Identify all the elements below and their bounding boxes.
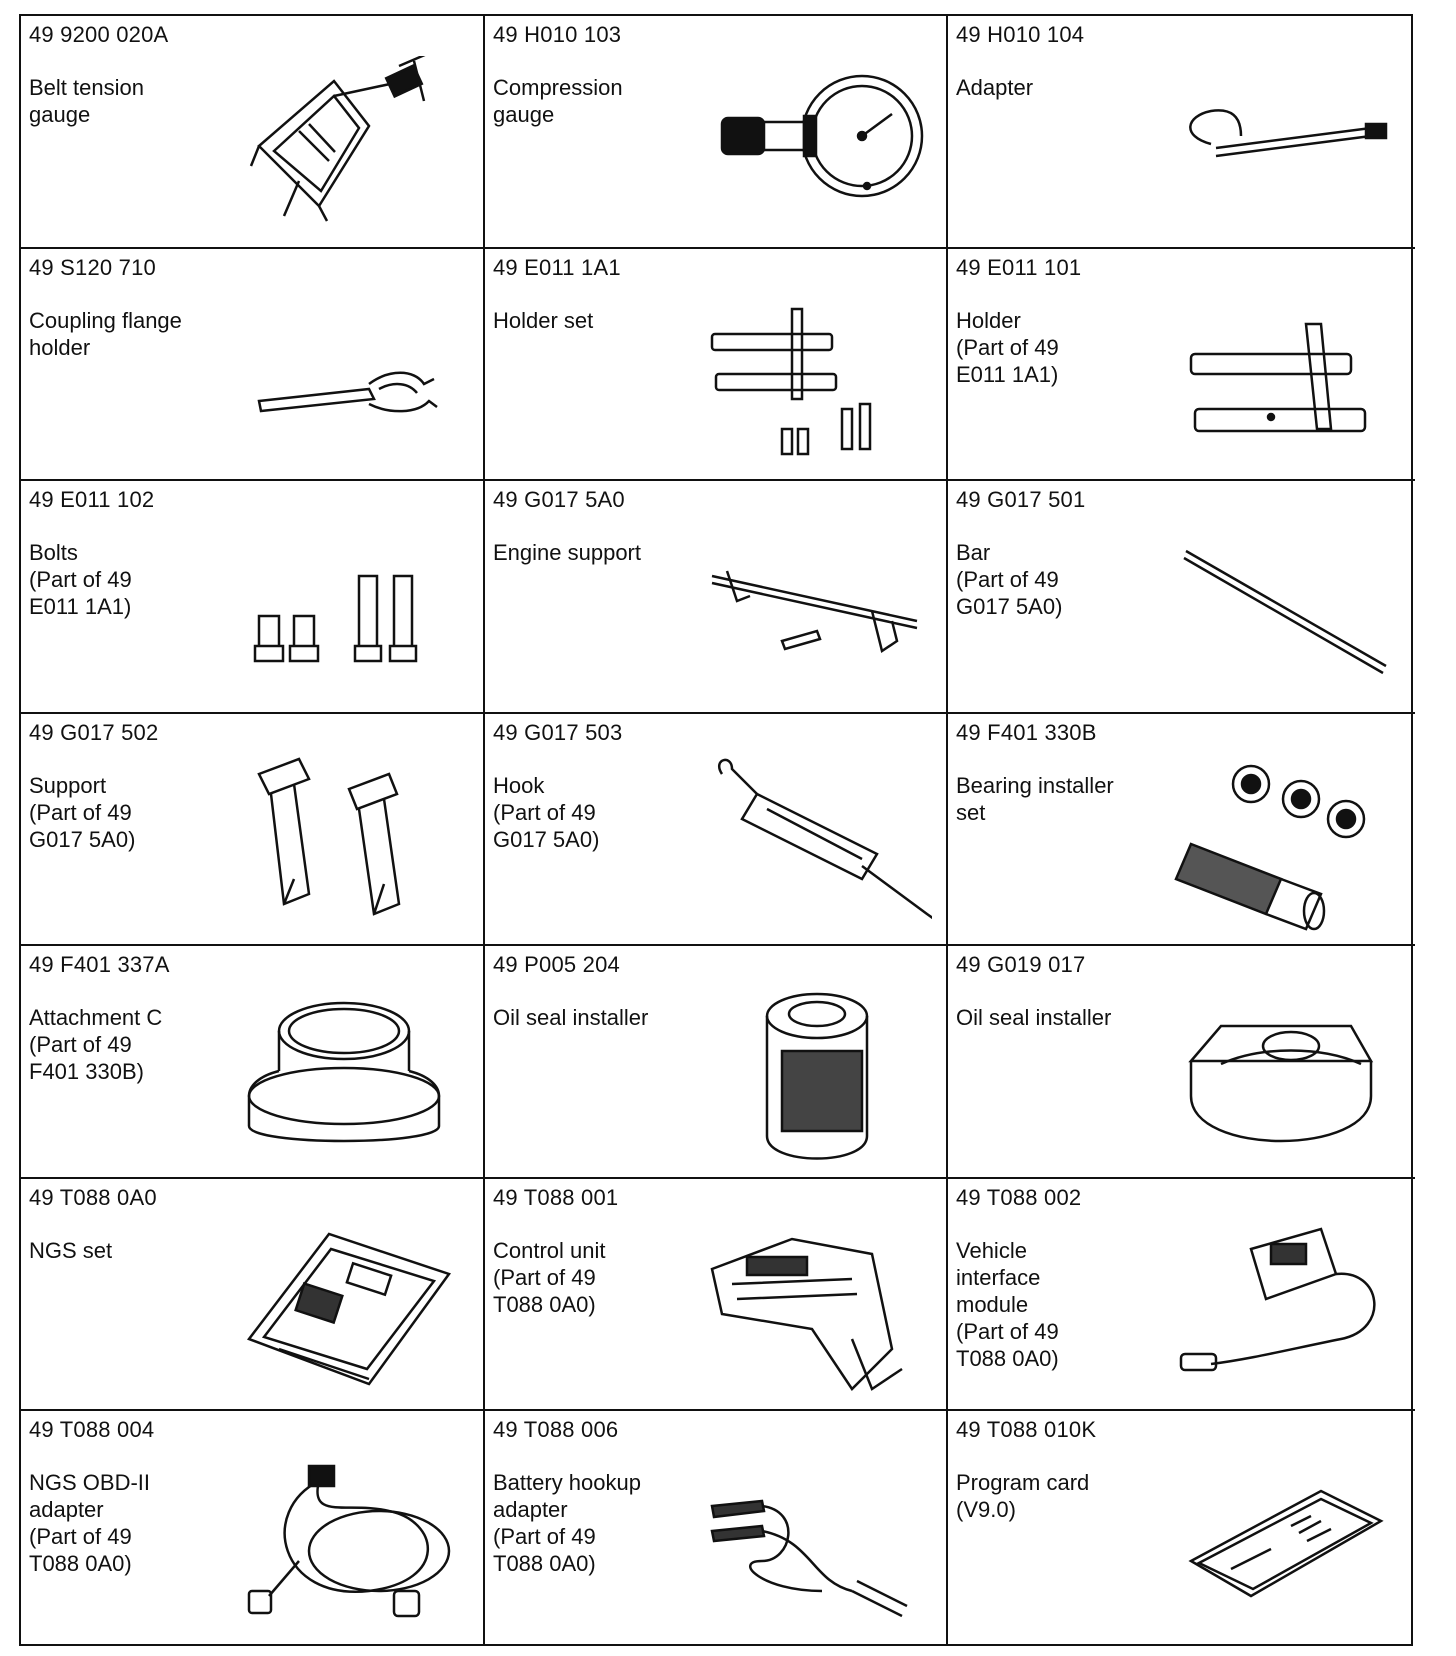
part-number: 49 T088 001 bbox=[493, 1184, 619, 1210]
part-number: 49 T088 004 bbox=[29, 1417, 155, 1443]
tool-cell bbox=[948, 16, 1415, 249]
holder-set-icon bbox=[702, 289, 932, 469]
part-number: 49 T088 010K bbox=[956, 1417, 1097, 1443]
coupling-flange-holder-icon bbox=[239, 289, 469, 469]
tool-cell bbox=[21, 1411, 485, 1644]
tool-cell bbox=[948, 481, 1415, 714]
program-card-icon bbox=[1171, 1451, 1401, 1631]
tool-cell bbox=[948, 714, 1415, 947]
part-number: 49 F401 337A bbox=[29, 952, 170, 978]
tool-name: Bolts (Part of 49 E011 1A1) bbox=[29, 540, 132, 620]
adapter-hose-icon bbox=[1171, 56, 1401, 236]
part-number: 49 T088 006 bbox=[493, 1417, 619, 1443]
compression-gauge-icon bbox=[702, 56, 932, 236]
part-number: 49 H010 103 bbox=[493, 22, 622, 47]
obd-adapter-cable-icon bbox=[239, 1451, 469, 1631]
part-number: 49 9200 020A bbox=[29, 22, 169, 47]
belt-tension-gauge-icon bbox=[239, 56, 469, 236]
control-unit-icon bbox=[702, 1219, 932, 1399]
bearing-installer-set-icon bbox=[1171, 754, 1401, 934]
tool-name: Oil seal installer bbox=[956, 1005, 1112, 1031]
part-number: 49 E011 101 bbox=[956, 254, 1082, 280]
tool-name: Holder set bbox=[493, 307, 594, 333]
ngs-case-icon bbox=[239, 1219, 469, 1399]
oil-seal-installer-cylinder-icon bbox=[702, 986, 932, 1166]
tool-cell bbox=[21, 249, 485, 482]
tool-cell bbox=[485, 16, 948, 249]
tool-name: NGS OBD-II adapter (Part of 49 T088 0A0) bbox=[29, 1470, 151, 1577]
tool-cell bbox=[948, 249, 1415, 482]
part-number: 49 T088 002 bbox=[956, 1184, 1082, 1210]
tool-name: Control unit (Part of 49 T088 0A0) bbox=[493, 1237, 606, 1317]
tool-cell bbox=[485, 714, 948, 947]
support-icon bbox=[239, 754, 469, 934]
tool-name: Compression gauge bbox=[493, 75, 623, 127]
tool-name: Attachment C (Part of 49 F401 330B) bbox=[29, 1005, 163, 1085]
holder-icon bbox=[1171, 289, 1401, 469]
tool-name: Bearing installer set bbox=[956, 772, 1114, 825]
tool-cell bbox=[948, 1179, 1415, 1412]
tool-cell bbox=[485, 1179, 948, 1412]
bolts-icon bbox=[239, 521, 469, 701]
tool-name: Support (Part of 49 G017 5A0) bbox=[29, 772, 136, 852]
tool-name: Program card (V9.0) bbox=[956, 1470, 1090, 1523]
interface-module-icon bbox=[1171, 1219, 1401, 1399]
hook-icon bbox=[702, 754, 932, 934]
part-number: 49 T088 0A0 bbox=[29, 1184, 157, 1210]
tool-name: Adapter bbox=[956, 75, 1034, 100]
tool-name: Bar (Part of 49 G017 5A0) bbox=[956, 540, 1063, 620]
tool-cell bbox=[948, 1411, 1415, 1644]
tool-cell bbox=[21, 481, 485, 714]
part-number: 49 G017 501 bbox=[956, 487, 1086, 513]
tool-name: Battery hookup adapter (Part of 49 T088 0A0) bbox=[493, 1470, 641, 1577]
part-number: 49 G019 017 bbox=[956, 952, 1086, 978]
tool-name: Oil seal installer bbox=[493, 1005, 649, 1031]
attachment-ring-icon bbox=[239, 986, 469, 1166]
tool-name: NGS set bbox=[29, 1237, 113, 1263]
oil-seal-installer-disc-icon bbox=[1171, 986, 1401, 1166]
part-number: 49 S120 710 bbox=[29, 254, 156, 280]
tool-cell bbox=[485, 1411, 948, 1644]
part-number: 49 F401 330B bbox=[956, 719, 1097, 745]
tool-cell bbox=[21, 16, 485, 249]
part-number: 49 G017 5A0 bbox=[493, 487, 625, 513]
engine-support-icon bbox=[702, 521, 932, 701]
part-number: 49 H010 104 bbox=[956, 22, 1085, 47]
tool-name: Hook (Part of 49 G017 5A0) bbox=[493, 772, 600, 852]
tool-cell bbox=[485, 249, 948, 482]
tool-name: Coupling flange holder bbox=[29, 307, 182, 360]
part-number: 49 P005 204 bbox=[493, 952, 620, 978]
part-number: 49 E011 102 bbox=[29, 487, 155, 513]
tool-cell bbox=[21, 946, 485, 1179]
tool-name: Vehicle interface module (Part of 49 T088 0A0) bbox=[956, 1237, 1059, 1371]
tool-name: Holder (Part of 49 E011 1A1) bbox=[956, 307, 1059, 387]
part-number: 49 G017 502 bbox=[29, 719, 159, 745]
tool-cell bbox=[485, 481, 948, 714]
special-tools-table bbox=[19, 14, 1413, 1646]
part-number: 49 G017 503 bbox=[493, 719, 623, 745]
tool-cell bbox=[21, 714, 485, 947]
part-number: 49 E011 1A1 bbox=[493, 254, 621, 280]
battery-clip-cable-icon bbox=[702, 1451, 932, 1631]
tool-cell bbox=[485, 946, 948, 1179]
tool-name: Engine support bbox=[493, 540, 641, 566]
tool-cell bbox=[948, 946, 1415, 1179]
tool-cell bbox=[21, 1179, 485, 1412]
tool-name: Belt tension gauge bbox=[29, 75, 144, 127]
bar-icon bbox=[1171, 521, 1401, 701]
